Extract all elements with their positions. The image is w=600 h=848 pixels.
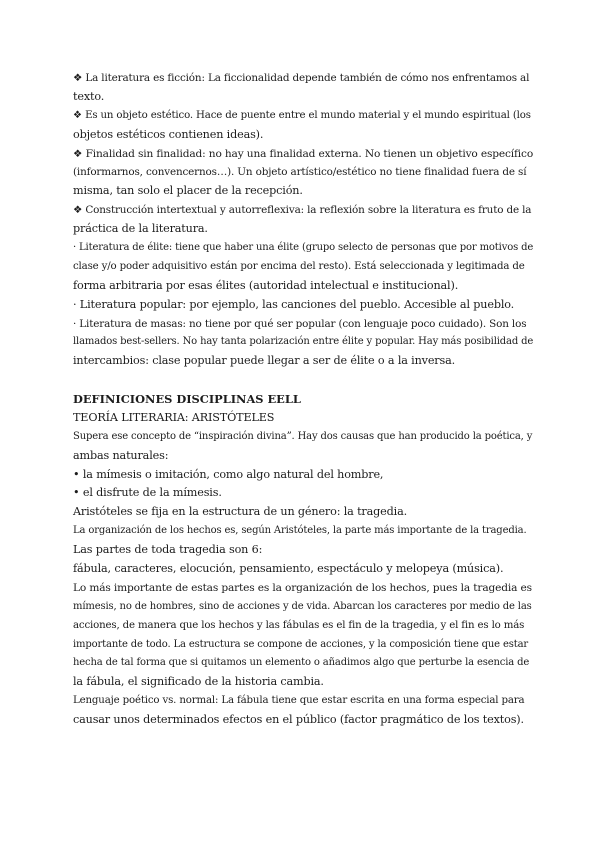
definitions-section xyxy=(73,390,533,730)
text-line: Las partes de toda tragedia son 6: xyxy=(73,543,263,557)
text-line: • la mímesis o imitación, como algo natural del hombre, xyxy=(73,467,384,481)
text-line: objetos estéticos contienen ideas). xyxy=(73,127,264,141)
text-line: Aristóteles se fija en la estructura de un género: la tragedia. xyxy=(73,505,407,519)
text-line: TEORÍA LITERARIA: ARISTÓTELES xyxy=(73,410,275,424)
text-line: Lenguaje poético vs. normal: La fábula tiene que estar escrita en una forma especial para xyxy=(73,695,525,707)
text-line: misma, tan solo el placer de la recepción. xyxy=(73,184,303,198)
text-line: ❖ Es un objeto estético. Hace de puente entre el mundo material y el mundo espiritual (los xyxy=(73,109,531,121)
text-line: ambas naturales: xyxy=(73,448,169,462)
text-line: ❖ Finalidad sin finalidad: no hay una finalidad externa. No tienen un objetivo específico xyxy=(73,147,534,160)
text-line: llamados best-sellers. No hay tanta polarización entre élite y popular. Hay más posibilidad de xyxy=(73,336,534,348)
text-line: acciones, de manera que los hechos y las fábulas es el fin de la tragedia, y el fin es lo más xyxy=(73,619,525,631)
text-line: · Literatura popular: por ejemplo, las canciones del pueblo. Accesible al pueblo. xyxy=(73,297,515,311)
text-line: práctica de la literatura. xyxy=(73,222,208,236)
text-line: la fábula, el significado de la historia cambia. xyxy=(73,675,324,689)
literature-characteristics-section xyxy=(73,69,533,371)
text-line: ❖ Construcción intertextual y autorreflexiva: la reflexión sobre la literatura es fruto de la xyxy=(73,204,532,217)
text-line: ❖ La literatura es ficción: La ficcionalidad depende también de cómo nos enfrentamos al xyxy=(73,72,530,84)
text-line: Lo más importante de estas partes es la organización de los hechos, pues la tragedia es xyxy=(73,581,532,594)
text-line: Supera ese concepto de “inspiración divina”. Hay dos causas que han producido la poética, y xyxy=(73,430,533,442)
text-line: · Literatura de masas: no tiene por qué ser popular (con lenguaje poco cuidado). Son los xyxy=(73,317,527,330)
text-line: fábula, caracteres, elocución, pensamiento, espectáculo y melopeya (música). xyxy=(73,562,504,576)
text-line: hecha de tal forma que si quitamos un elemento o añadimos algo que perturbe la esencia de xyxy=(73,657,530,669)
text-line: intercambios: clase popular puede llegar a ser de élite o a la inversa. xyxy=(73,354,456,368)
text-line: · Literatura de élite: tiene que haber una élite (grupo selecto de personas que por motivos de xyxy=(73,242,534,254)
text-line: causar unos determinados efectos en el público (factor pragmático de los textos). xyxy=(73,713,524,727)
text-line: clase y/o poder adquisitivo están por encima del resto). Está seleccionada y legitimada de xyxy=(73,260,525,272)
text-line: importante de todo. La estructura se compone de acciones, y la composición tiene que estar xyxy=(73,638,529,650)
section-heading: DEFINICIONES DISCIPLINAS EELL xyxy=(73,392,301,406)
text-line: mímesis, no de hombres, sino de acciones y de vida. Abarcan los caracteres por medio de las xyxy=(73,600,532,612)
text-line: forma arbitraria por esas élites (autoridad intelectual e institucional). xyxy=(73,278,459,292)
text-line: • el disfrute de la mímesis. xyxy=(73,486,222,500)
text-line: texto. xyxy=(73,89,105,103)
text-line: La organización de los hechos es, según Aristóteles, la parte más importante de la tragedia. xyxy=(73,525,527,537)
text-line: (informarnos, convencernos…). Un objeto artístico/estético no tiene finalidad fuera de sí xyxy=(73,166,527,179)
